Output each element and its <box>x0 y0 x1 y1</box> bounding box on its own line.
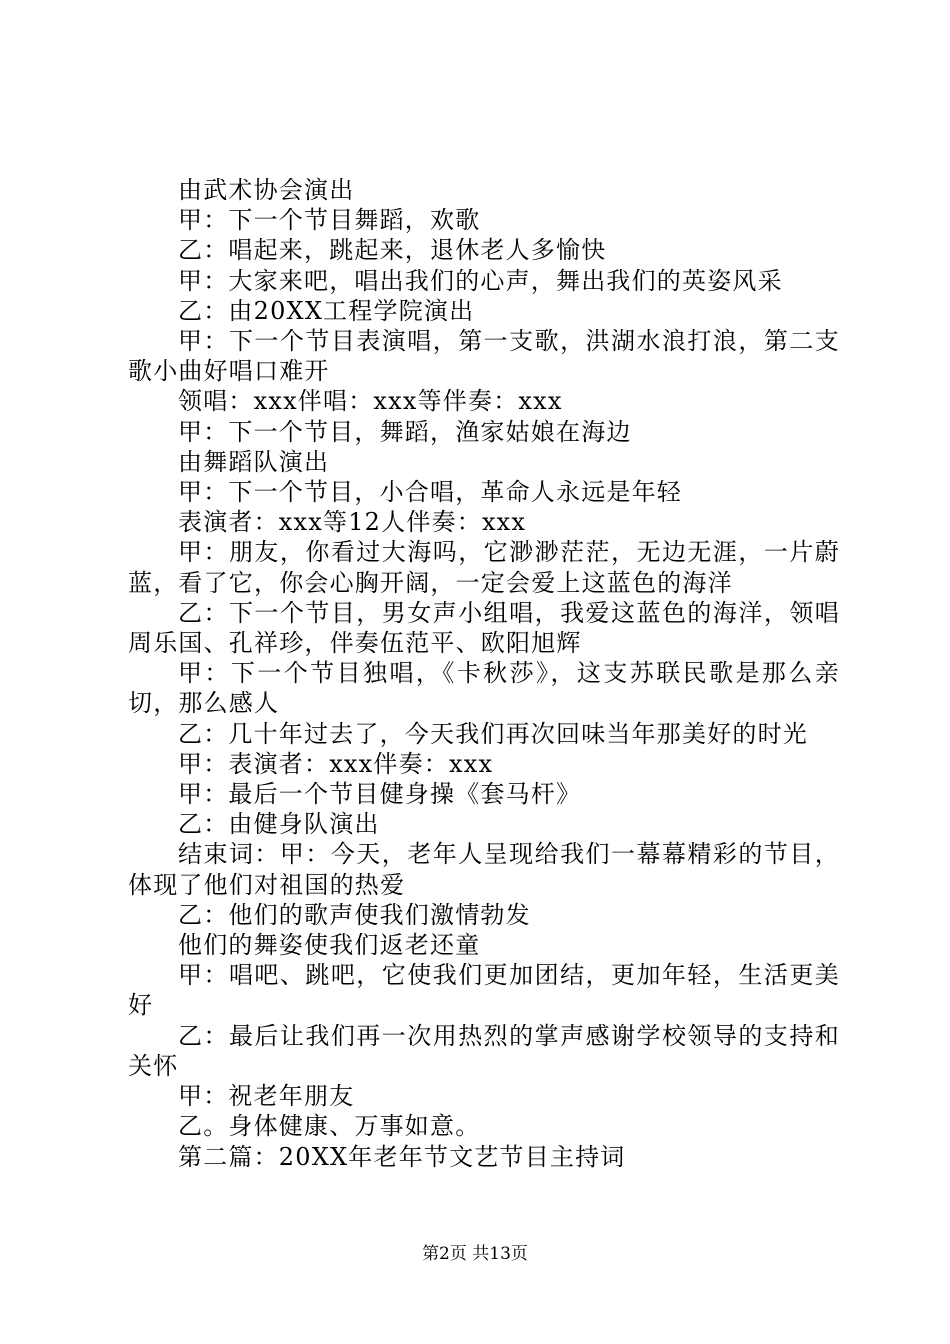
paragraph: 结束词：甲：今天，老年人呈现给我们一幕幕精彩的节目，体现了他们对祖国的热爱 <box>128 840 840 899</box>
paragraph: 表演者：xxx等12人伴奏：xxx <box>178 508 527 537</box>
paragraph: 他们的舞姿使我们返老还童 <box>178 931 481 960</box>
paragraph: 甲：下一个节目，舞蹈，渔家姑娘在海边 <box>178 417 632 446</box>
paragraph: 甲：下一个节目舞蹈，欢歌 <box>178 206 481 235</box>
paragraph: 乙：由健身队演出 <box>178 810 380 839</box>
paragraph: 甲：表演者：xxx伴奏：xxx <box>178 749 494 778</box>
paragraph: 乙：由20XX工程学院演出 <box>178 296 475 325</box>
paragraph: 甲：唱吧、跳吧，它使我们更加团结，更加年轻，生活更美好 <box>128 961 840 1020</box>
paragraph: 甲：下一个节目，小合唱，革命人永远是年轻 <box>178 478 682 507</box>
paragraph: 乙：几十年过去了，今天我们再次回味当年那美好的时光 <box>178 719 808 748</box>
document-body <box>128 175 840 1172</box>
paragraph: 甲：朋友，你看过大海吗，它渺渺茫茫，无边无涯，一片蔚蓝，看了它，你会心胸开阔，一定会爱上这蓝色的海洋 <box>128 538 840 597</box>
paragraph: 由武术协会演出 <box>178 176 355 204</box>
paragraph: 乙：唱起来，跳起来，退休老人多愉快 <box>178 236 607 265</box>
paragraph: 由舞蹈队演出 <box>178 447 330 476</box>
paragraph: 甲：下一个节目表演唱，第一支歌，洪湖水浪打浪，第二支歌小曲好唱口难开 <box>128 327 840 386</box>
paragraph: 乙：下一个节目，男女声小组唱，我爱这蓝色的海洋，领唱周乐国、孔祥珍，伴奏伍范平、欧阳旭辉 <box>128 598 840 658</box>
paragraph: 甲：大家来吧，唱出我们的心声，舞出我们的英姿风采 <box>178 266 783 295</box>
paragraph: 乙。身体健康、万事如意。 <box>178 1112 481 1141</box>
paragraph: 乙：他们的歌声使我们激情勃发 <box>178 900 531 929</box>
paragraph: 乙：最后让我们再一次用热烈的掌声感谢学校领导的支持和关怀 <box>128 1021 840 1080</box>
paragraph: 甲：下一个节目独唱，《卡秋莎》，这支苏联民歌是那么亲切，那么感人 <box>128 659 840 718</box>
paragraph: 甲：最后一个节目健身操《套马杆》 <box>178 780 582 809</box>
page-number-footer: 第2页 共13页 <box>422 1244 528 1264</box>
paragraph: 甲：祝老年朋友 <box>178 1082 355 1111</box>
paragraph: 领唱：xxx伴唱：xxx等伴奏：xxx <box>178 387 563 416</box>
paragraph: 第二篇：20XX年老年节文艺节目主持词 <box>178 1142 626 1171</box>
